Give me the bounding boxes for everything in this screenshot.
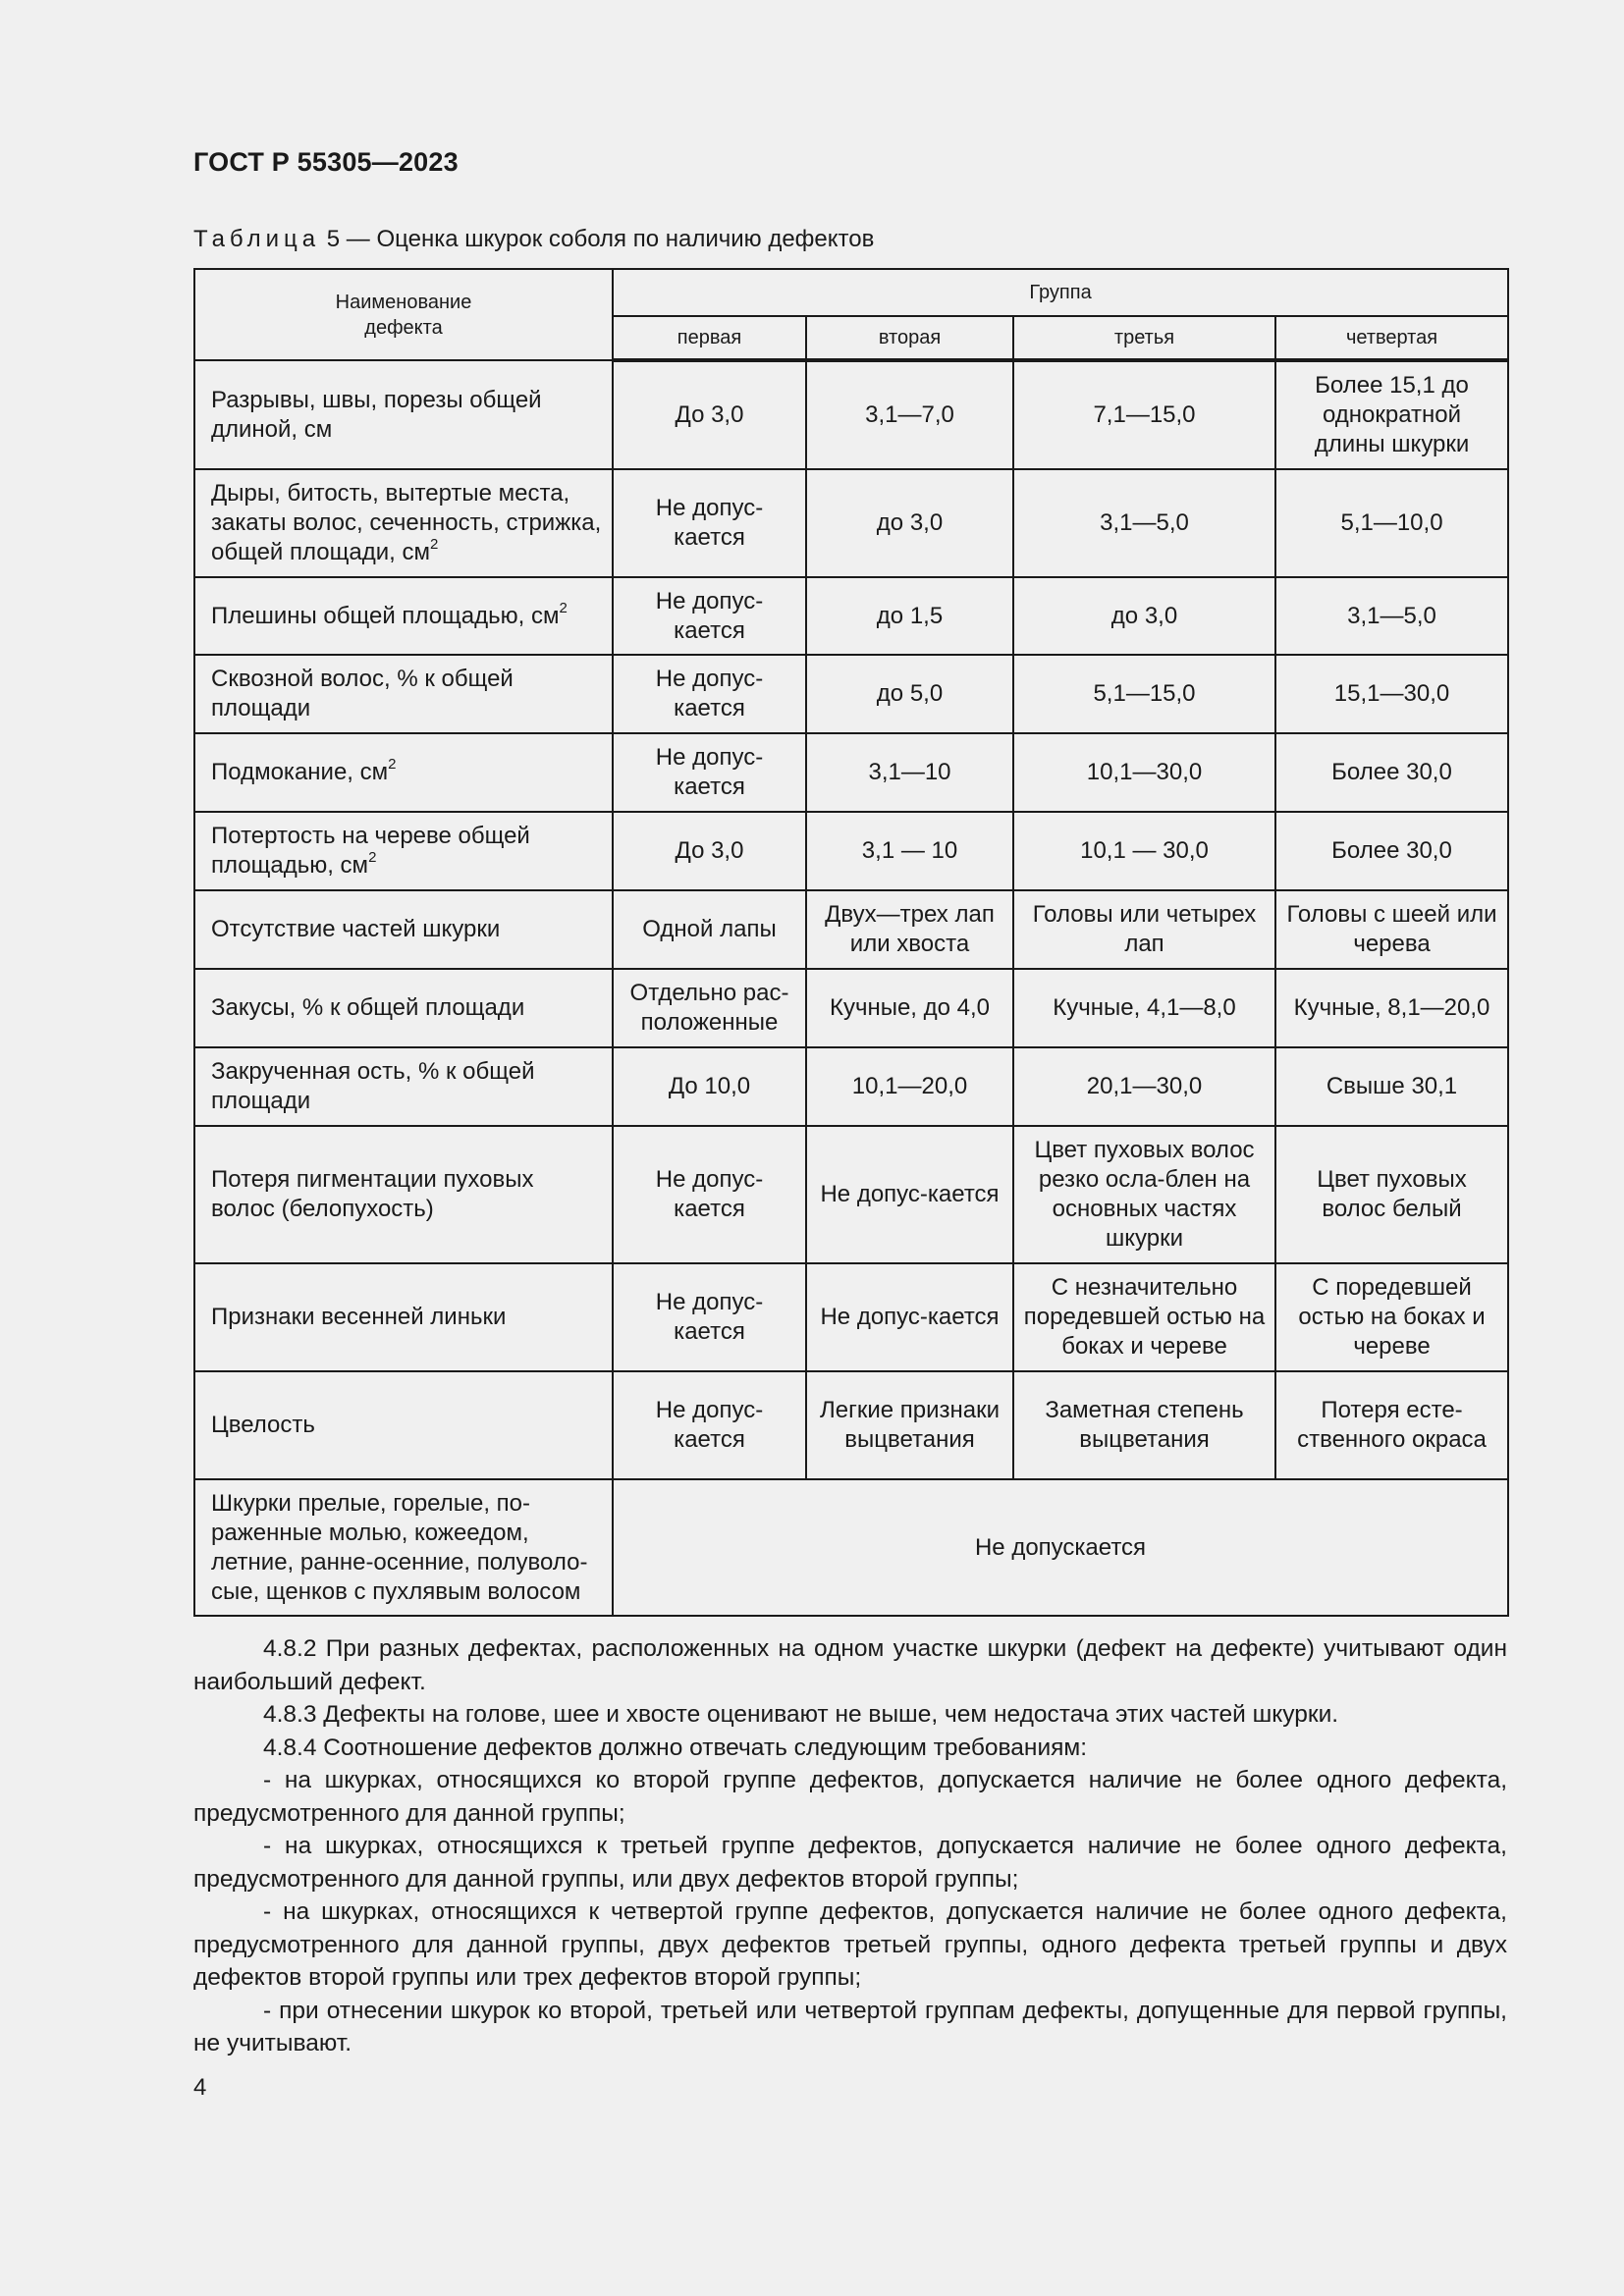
defect-name: Потеря пигментации пуховых волос (белопухость)	[194, 1126, 613, 1263]
group-4-cell: 3,1—5,0	[1275, 577, 1508, 655]
defect-name: Разрывы, швы, порезы общей длиной, см	[194, 360, 613, 469]
group-2-cell: 10,1—20,0	[806, 1047, 1013, 1126]
group-3-cell: 10,1—30,0	[1013, 733, 1275, 812]
defect-name: Сквозной волос, % к общей площади	[194, 655, 613, 733]
table-label: Таблица	[193, 226, 321, 252]
table-row-last	[194, 1479, 1508, 1616]
group-4-cell: Кучные, 8,1—20,0	[1275, 969, 1508, 1047]
group-4-cell: Более 30,0	[1275, 812, 1508, 890]
group-1-cell: До 3,0	[613, 360, 806, 469]
header-defect-name: Наименование дефекта	[194, 269, 613, 360]
group-2-cell: Кучные, до 4,0	[806, 969, 1013, 1047]
group-4-cell: 15,1—30,0	[1275, 655, 1508, 733]
group-4-cell: Более 15,1 до однократной длины шкурки	[1275, 360, 1508, 469]
paragraph: - на шкурках, относящихся к четвертой группе дефектов, допускается наличие не более одного дефекта, предусмотренного для данной группы, двух дефектов третьей группы, одного дефекта третьей группы и двух дефектов второй группы или трех дефектов второй группы;	[193, 1898, 1507, 1991]
table-body	[194, 360, 1508, 1616]
paragraph: 4.8.2 При разных дефектах, расположенных на одном участке шкурки (дефект на дефекте) учитывают один наибольший дефект.	[193, 1635, 1507, 1695]
table-row	[194, 1126, 1508, 1263]
group-2-cell: 3,1 — 10	[806, 812, 1013, 890]
page-number: 4	[193, 2074, 207, 2101]
paragraph: - при отнесении шкурок ко второй, третьей или четвертой группам дефекты, допущенные для первой группы, не учитывают.	[193, 1997, 1507, 2056]
defect-name: Отсутствие частей шкурки	[194, 890, 613, 969]
table-row	[194, 969, 1508, 1047]
defect-name: Цвелость	[194, 1371, 613, 1479]
paragraph: - на шкурках, относящихся к третьей группе дефектов, допускается наличие не более одного дефекта, предусмотренного для данной группы, или двух дефектов второй группы;	[193, 1833, 1507, 1893]
table-row	[194, 733, 1508, 812]
table-row	[194, 469, 1508, 577]
group-2-cell: Легкие признаки выцветания	[806, 1371, 1013, 1479]
group-1-cell: Не допус-кается	[613, 733, 806, 812]
group-3-cell: С незначительно поредевшей остью на боках и череве	[1013, 1263, 1275, 1371]
header-group-4: четвертая	[1275, 316, 1508, 360]
group-2-cell: 3,1—7,0	[806, 360, 1013, 469]
table-title: 5 — Оценка шкурок соболя по наличию дефектов	[320, 226, 875, 252]
group-3-cell: Заметная степень выцветания	[1013, 1371, 1275, 1479]
group-3-cell: 10,1 — 30,0	[1013, 812, 1275, 890]
defect-name: Признаки весенней линьки	[194, 1263, 613, 1371]
group-2-cell: до 5,0	[806, 655, 1013, 733]
group-4-cell: Потеря есте-ственного окраса	[1275, 1371, 1508, 1479]
group-1-cell: Не допус-кается	[613, 1263, 806, 1371]
group-1-cell: Одной лапы	[613, 890, 806, 969]
group-1-cell: Отдельно рас-положенные	[613, 969, 806, 1047]
group-4-cell: Свыше 30,1	[1275, 1047, 1508, 1126]
header-group-1: первая	[613, 316, 806, 360]
group-4-cell: Цвет пуховых волос белый	[1275, 1126, 1508, 1263]
group-2-cell: до 3,0	[806, 469, 1013, 577]
group-1-cell: Не допус-кается	[613, 1126, 806, 1263]
defect-name: Закрученная ость, % к общей площади	[194, 1047, 613, 1126]
group-2-cell: до 1,5	[806, 577, 1013, 655]
table-row	[194, 577, 1508, 655]
group-1-cell: Не допус-кается	[613, 655, 806, 733]
group-1-cell: Не допус-кается	[613, 469, 806, 577]
group-2-cell: Не допус-кается	[806, 1126, 1013, 1263]
group-4-cell: 5,1—10,0	[1275, 469, 1508, 577]
group-4-cell: Головы с шеей или черева	[1275, 890, 1508, 969]
defect-name: Закусы, % к общей площади	[194, 969, 613, 1047]
table-row	[194, 890, 1508, 969]
group-1-cell: До 3,0	[613, 812, 806, 890]
group-1-cell: Не допус-кается	[613, 577, 806, 655]
defect-name: Потертость на череве общей площадью, $см^2$	[194, 812, 613, 890]
defect-name: Дыры, битость, вытертые места, закаты волос, сеченность, стрижка, общей площади, $см^2$	[194, 469, 613, 577]
paragraph: 4.8.3 Дефекты на голове, шее и хвосте оценивают не выше, чем недостача этих частей шкурки.	[263, 1701, 1339, 1728]
group-3-cell: до 3,0	[1013, 577, 1275, 655]
group-1-cell: Не допус-кается	[613, 1371, 806, 1479]
all-groups-cell: Не допускается	[613, 1479, 1508, 1616]
group-4-cell: С поредевшей остью на боках и череве	[1275, 1263, 1508, 1371]
table-row	[194, 655, 1508, 733]
header-group-3: третья	[1013, 316, 1275, 360]
table-caption	[193, 226, 874, 253]
table-row	[194, 812, 1508, 890]
paragraph: 4.8.4 Соотношение дефектов должно отвечать следующим требованиям:	[263, 1734, 1088, 1761]
group-3-cell: 5,1—15,0	[1013, 655, 1275, 733]
group-3-cell: 7,1—15,0	[1013, 360, 1275, 469]
group-3-cell: Головы или четырех лап	[1013, 890, 1275, 969]
group-4-cell: Более 30,0	[1275, 733, 1508, 812]
defect-name: Подмокание, $см^2$	[194, 733, 613, 812]
table-row	[194, 360, 1508, 469]
group-2-cell: 3,1—10	[806, 733, 1013, 812]
group-1-cell: До 10,0	[613, 1047, 806, 1126]
group-3-cell: Цвет пуховых волос резко осла-блен на основных частях шкурки	[1013, 1126, 1275, 1263]
header-group-2: вторая	[806, 316, 1013, 360]
group-3-cell: 3,1—5,0	[1013, 469, 1275, 577]
table-row	[194, 1371, 1508, 1479]
defect-name: Шкурки прелые, горелые, по-раженные молью, кожеедом, летние, ранне-осенние, полуволо-сые, щенков с пухлявым волосом	[194, 1479, 613, 1616]
group-2-cell: Двух—трех лап или хвоста	[806, 890, 1013, 969]
defects-table	[193, 268, 1509, 1617]
table-row	[194, 1047, 1508, 1126]
group-3-cell: Кучные, 4,1—8,0	[1013, 969, 1275, 1047]
document-header: ГОСТ Р 55305—2023	[193, 147, 459, 177]
table-row	[194, 1263, 1508, 1371]
body-text	[193, 1632, 1507, 2060]
group-2-cell: Не допус-кается	[806, 1263, 1013, 1371]
header-group: Группа	[613, 269, 1508, 316]
paragraph: - на шкурках, относящихся ко второй группе дефектов, допускается наличие не более одного дефекта, предусмотренного для данной группы;	[193, 1767, 1507, 1827]
defect-name: Плешины общей площадью, $см^2$	[194, 577, 613, 655]
group-3-cell: 20,1—30,0	[1013, 1047, 1275, 1126]
